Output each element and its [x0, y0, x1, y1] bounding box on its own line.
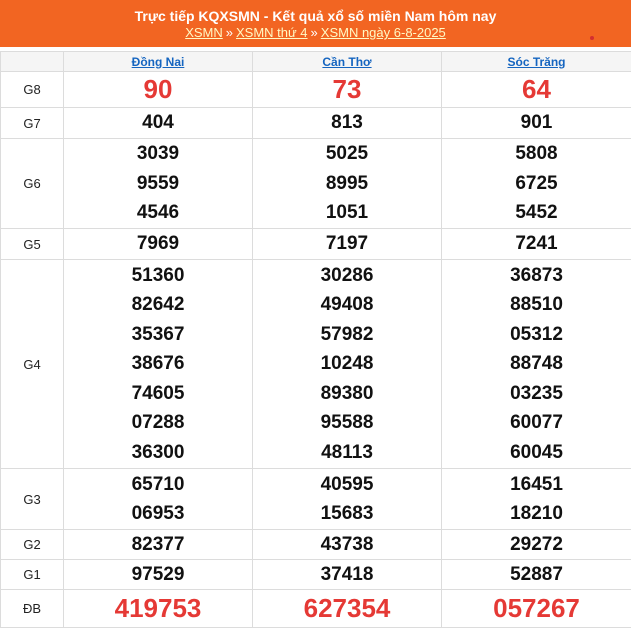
result-value: 3039: [136, 143, 180, 165]
prize-label: G3: [1, 469, 64, 530]
prize-label: G4: [1, 260, 64, 469]
result-value: 36873: [510, 264, 563, 286]
breadcrumb-xsmn-date[interactable]: XSMN ngày 6-8-2025: [320, 25, 446, 40]
result-value: 97529: [64, 560, 253, 590]
result-value: 57982: [320, 323, 374, 345]
prize-label: G8: [1, 72, 64, 108]
result-value: 64: [442, 72, 631, 108]
prize-row-g8: [1, 72, 631, 108]
result-value: 74605: [131, 382, 185, 404]
result-cell: [253, 139, 442, 229]
prize-row-g2: [1, 530, 631, 560]
result-value: 9559: [136, 172, 180, 194]
province-link-can-tho[interactable]: Cần Thơ: [322, 54, 372, 69]
result-value: 60045: [510, 441, 563, 463]
result-value: 8995: [325, 172, 369, 194]
result-value: 30286: [320, 264, 374, 286]
result-value: 29272: [442, 530, 631, 560]
result-value: 51360: [131, 264, 185, 286]
result-value: 5808: [515, 143, 558, 165]
result-cell: [253, 469, 442, 530]
province-header: [64, 52, 253, 72]
result-value: 03235: [510, 382, 563, 404]
prize-row-g7: [1, 108, 631, 139]
prize-row-g3: [1, 469, 631, 530]
province-header: [253, 52, 442, 72]
result-value: 95588: [320, 412, 374, 434]
result-value: 65710: [131, 473, 185, 495]
result-value: 15683: [320, 503, 374, 524]
result-value: 4546: [136, 202, 180, 224]
special-prize-value: 057267: [442, 590, 631, 628]
result-value: 88510: [510, 294, 563, 316]
prize-row-g1: [1, 560, 631, 590]
result-value: 35367: [131, 323, 185, 345]
province-header: [442, 52, 631, 72]
special-prize-value: 627354: [253, 590, 442, 628]
result-value: 18210: [510, 503, 563, 524]
result-value: 40595: [320, 473, 374, 495]
result-value: 7241: [442, 229, 631, 260]
result-value: 813: [253, 108, 442, 139]
results-table: [0, 51, 631, 628]
prize-row-g5: [1, 229, 631, 260]
result-cell: [442, 139, 631, 229]
result-cell: [64, 139, 253, 229]
result-value: 37418: [253, 560, 442, 590]
result-value: 52887: [442, 560, 631, 590]
result-cell: [442, 260, 631, 469]
result-value: 901: [442, 108, 631, 139]
breadcrumb-separator: »: [225, 25, 233, 40]
prize-label: ĐB: [1, 590, 64, 628]
prize-label: G7: [1, 108, 64, 139]
prize-label: G2: [1, 530, 64, 560]
result-value: 5025: [325, 143, 369, 165]
prize-row-special: [1, 590, 631, 628]
result-value: 1051: [325, 202, 369, 224]
breadcrumb-xsmn[interactable]: XSMN: [185, 25, 223, 40]
special-prize-value: 419753: [64, 590, 253, 628]
result-value: 73: [253, 72, 442, 108]
breadcrumb-separator: »: [310, 25, 318, 40]
result-cell: [64, 260, 253, 469]
result-value: 10248: [320, 353, 374, 375]
breadcrumb: [0, 25, 631, 40]
header-banner: [0, 0, 631, 47]
result-value: 48113: [321, 441, 373, 463]
result-value: 88748: [510, 353, 563, 375]
result-value: 36300: [131, 441, 185, 463]
result-value: 404: [64, 108, 253, 139]
result-value: 82642: [131, 294, 185, 316]
page-title: Trực tiếp KQXSMN - Kết quả xổ số miền Nam hôm nay: [134, 8, 497, 24]
result-value: 90: [64, 72, 253, 108]
result-value: 07288: [131, 412, 185, 434]
result-cell: [442, 469, 631, 530]
decorative-dot: [590, 36, 594, 40]
result-value: 05312: [510, 323, 563, 345]
prize-row-g4: [1, 260, 631, 469]
result-value: 7197: [253, 229, 442, 260]
prize-label: G5: [1, 229, 64, 260]
result-value: 43738: [253, 530, 442, 560]
result-value: 6725: [515, 172, 558, 194]
result-value: 5452: [515, 202, 558, 224]
result-value: 60077: [510, 412, 563, 434]
result-value: 16451: [510, 473, 563, 495]
result-value: 82377: [64, 530, 253, 560]
corner-cell: [1, 52, 64, 72]
result-value: 49408: [320, 294, 374, 316]
table-header-row: [1, 52, 631, 72]
result-cell: [253, 260, 442, 469]
prize-row-g6: [1, 139, 631, 229]
province-link-soc-trang[interactable]: Sóc Trăng: [507, 54, 566, 69]
result-value: 38676: [131, 353, 185, 375]
prize-label: G1: [1, 560, 64, 590]
result-cell: [64, 469, 253, 530]
breadcrumb-xsmn-weekday[interactable]: XSMN thứ 4: [235, 25, 308, 40]
prize-label: G6: [1, 139, 64, 229]
result-value: 89380: [320, 382, 374, 404]
result-value: 06953: [131, 503, 185, 524]
province-link-dong-nai[interactable]: Đồng Nai: [131, 54, 185, 69]
result-value: 7969: [64, 229, 253, 260]
